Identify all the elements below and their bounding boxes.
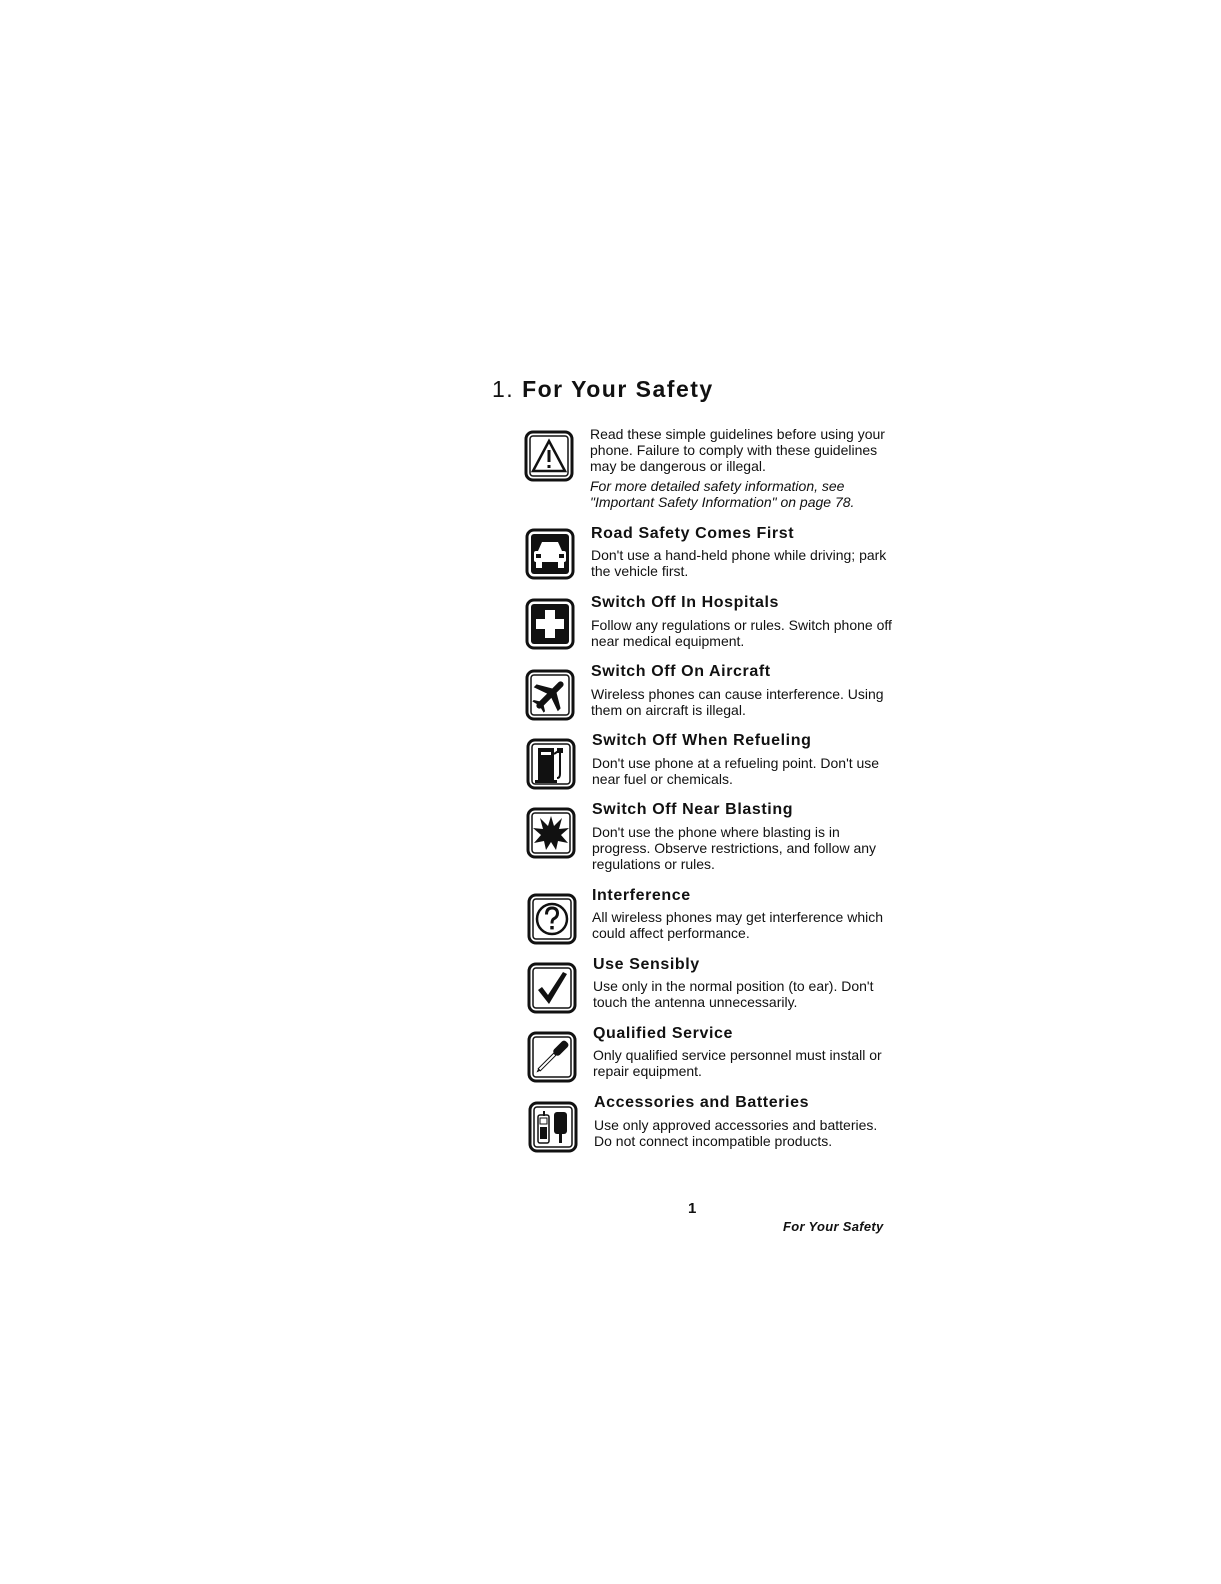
section-heading-qualified-service: Qualified Service	[593, 1025, 734, 1042]
section-body-use-sensibly: Use only in the normal position (to ear). Don't touch the antenna unnecessarily.	[593, 978, 874, 1010]
section-body-qualified-service: Only qualified service personnel must install or repair equipment.	[593, 1047, 882, 1079]
page-title	[492, 376, 714, 403]
chapter-title: For Your Safety	[522, 376, 714, 402]
section-body-aircraft: Wireless phones can cause interference. Using them on aircraft is illegal.	[591, 686, 884, 718]
section-body-interference: All wireless phones may get interference which could affect performance.	[592, 909, 884, 941]
footer-title: For Your Safety	[783, 1219, 884, 1234]
section-body-road-safety: Don't use a hand-held phone while driving; park the vehicle first.	[591, 547, 887, 579]
airplane-icon	[525, 669, 575, 721]
intro-note: For more detailed safety information, see "Important Safety Information" on page 78.	[590, 478, 855, 510]
screwdriver-icon	[527, 1031, 577, 1083]
section-heading-accessories: Accessories and Batteries	[594, 1094, 810, 1111]
section-heading-road-safety: Road Safety Comes First	[591, 525, 795, 542]
section-heading-use-sensibly: Use Sensibly	[593, 956, 700, 973]
checkmark-icon	[527, 962, 577, 1014]
section-heading-blasting: Switch Off Near Blasting	[592, 801, 794, 818]
warning-triangle-icon	[524, 430, 574, 482]
question-mark-icon	[527, 893, 577, 945]
section-body-blasting: Don't use the phone where blasting is in progress. Observe restrictions, and follow any regulations or rules.	[592, 824, 877, 872]
explosion-icon	[526, 807, 576, 859]
medical-cross-icon	[525, 598, 575, 650]
section-body-hospitals: Follow any regulations or rules. Switch phone off near medical equipment.	[591, 617, 892, 649]
section-body-refueling: Don't use phone at a refueling point. Don't use near fuel or chemicals.	[592, 755, 880, 787]
section-heading-refueling: Switch Off When Refueling	[592, 732, 812, 749]
car-icon	[525, 528, 575, 580]
phone-battery-icon	[528, 1101, 578, 1153]
intro-text: Read these simple guidelines before using your phone. Failure to comply with these guidelines may be dangerous or illegal.	[590, 426, 885, 474]
page-number: 1	[688, 1200, 697, 1217]
fuel-pump-icon	[526, 738, 576, 790]
section-heading-interference: Interference	[592, 887, 691, 904]
section-heading-hospitals: Switch Off In Hospitals	[591, 594, 780, 611]
section-heading-aircraft: Switch Off On Aircraft	[591, 663, 771, 680]
chapter-number: 1.	[492, 376, 515, 402]
section-body-accessories: Use only approved accessories and batteries. Do not connect incompatible products.	[594, 1117, 878, 1149]
